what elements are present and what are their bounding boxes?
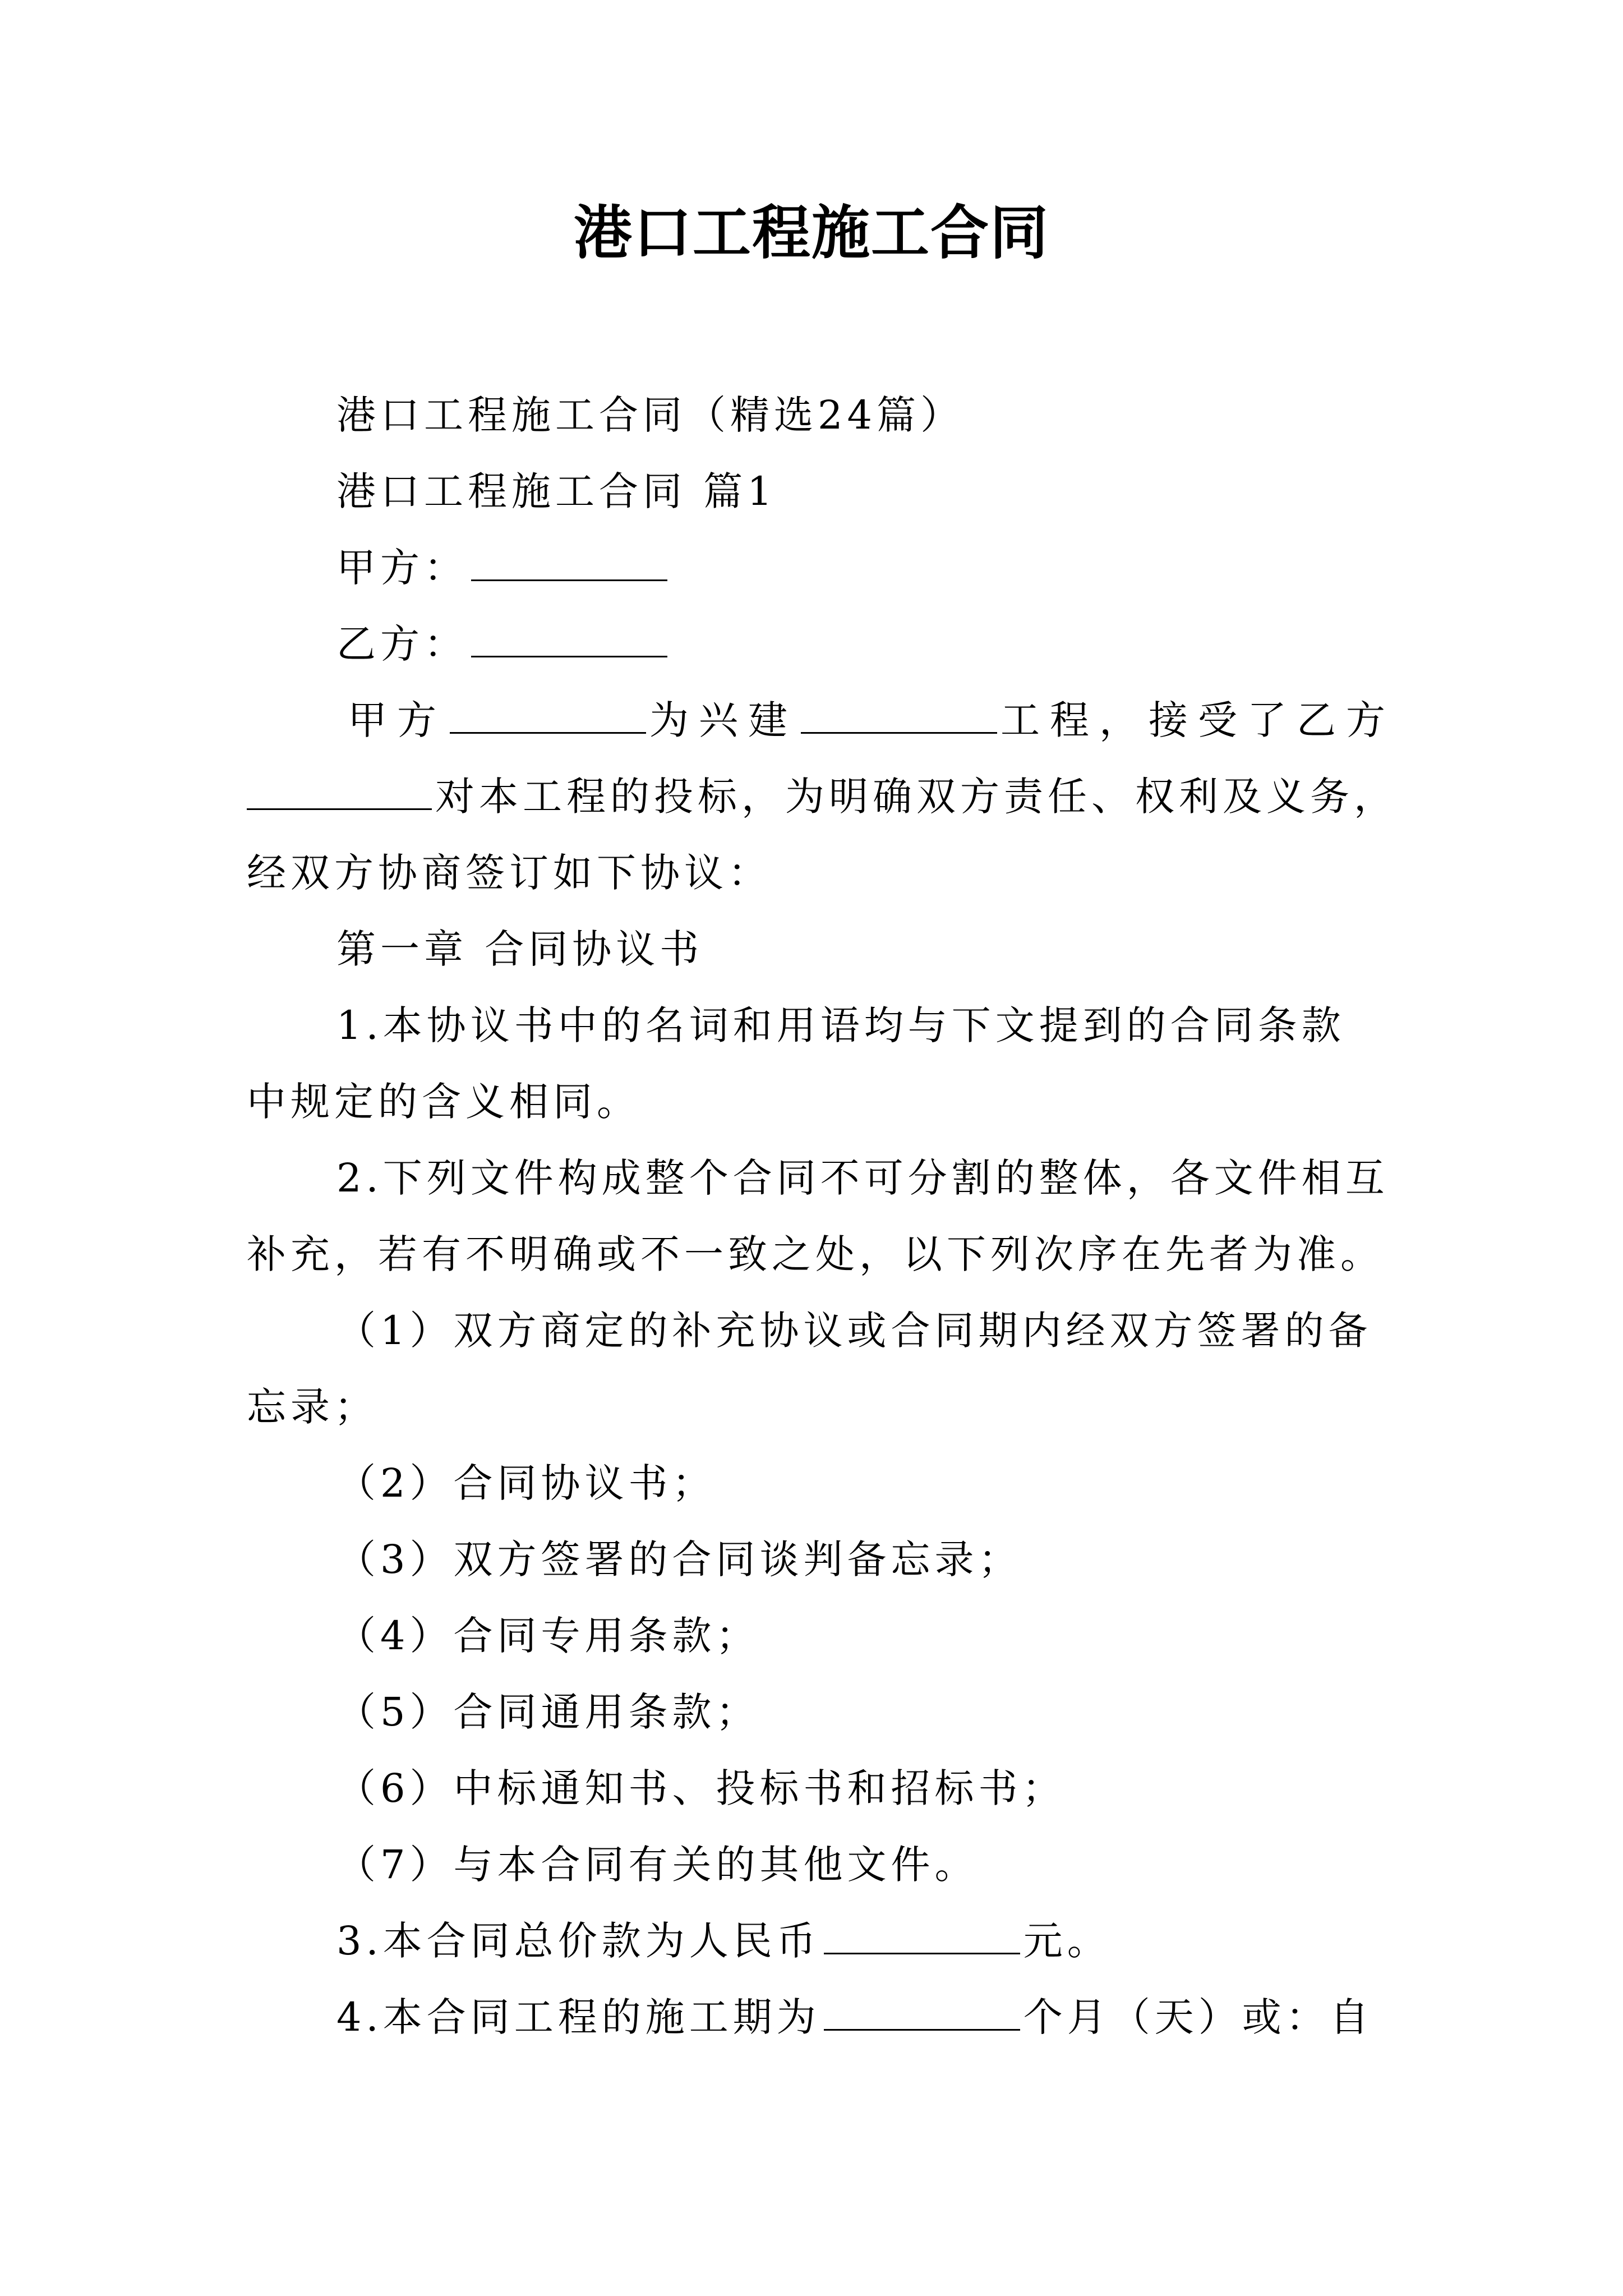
clause-4 bbox=[336, 1989, 1373, 2045]
intro-text-1c: 工程，接受了乙方 bbox=[1000, 697, 1395, 743]
item-6: （6）中标通知书、投标书和招标书； bbox=[336, 1765, 1066, 1811]
item-7: （7）与本合同有关的其他文件。 bbox=[336, 1842, 979, 1888]
clause-3-blank bbox=[824, 1918, 1020, 1954]
item-1-line-2: 忘录； bbox=[247, 1384, 378, 1430]
clause-1-line-2: 中规定的含义相同。 bbox=[247, 1079, 640, 1125]
intro-text-1a: 甲方 bbox=[348, 697, 446, 743]
intro-line-1 bbox=[348, 692, 1395, 748]
clause-4-text-a: 4.本合同工程的施工期为 bbox=[336, 1994, 820, 2040]
clause-3 bbox=[336, 1913, 1111, 1969]
item-5: （5）合同通用条款； bbox=[336, 1689, 760, 1735]
clause-1-line-1: 1.本协议书中的名词和用语均与下文提到的合同条款 bbox=[336, 1002, 1345, 1048]
section-heading: 港口工程施工合同 篇1 bbox=[336, 468, 777, 514]
intro-line-2 bbox=[247, 769, 1398, 825]
clause-4-blank bbox=[824, 1994, 1020, 2031]
party-a-blank bbox=[471, 545, 667, 581]
clause-2-line-1: 2.下列文件构成整个合同不可分割的整体，各文件相互 bbox=[336, 1155, 1389, 1201]
intro-line-3: 经双方协商签订如下协议： bbox=[247, 850, 772, 896]
clause-3-text-b: 元。 bbox=[1023, 1918, 1111, 1964]
party-b-line bbox=[336, 616, 671, 672]
subtitle: 港口工程施工合同（精选24篇） bbox=[336, 392, 965, 438]
clause-3-text-a: 3.本合同总价款为人民币 bbox=[336, 1918, 820, 1964]
item-2: （2）合同协议书； bbox=[336, 1460, 716, 1506]
intro-blank-1 bbox=[450, 697, 646, 734]
item-3: （3）双方签署的合同谈判备忘录； bbox=[336, 1536, 1022, 1582]
party-a-label: 甲方： bbox=[336, 545, 468, 591]
intro-text-2: 对本工程的投标，为明确双方责任、权利及义务， bbox=[435, 774, 1398, 820]
chapter-heading: 第一章 合同协议书 bbox=[336, 926, 704, 972]
party-b-blank bbox=[471, 621, 667, 657]
item-4: （4）合同专用条款； bbox=[336, 1613, 760, 1659]
party-b-label: 乙方： bbox=[336, 621, 468, 667]
intro-blank-2 bbox=[801, 697, 997, 734]
party-a-line bbox=[336, 540, 671, 596]
clause-4-text-b: 个月（天）或：自 bbox=[1023, 1994, 1373, 2040]
intro-blank-3 bbox=[247, 774, 432, 810]
document-title: 港口工程施工合同 bbox=[573, 198, 1049, 267]
item-1-line-1: （1）双方商定的补充协议或合同期内经双方签署的备 bbox=[336, 1308, 1372, 1354]
intro-text-1b: 为兴建 bbox=[649, 697, 797, 743]
clause-2-line-2: 补充，若有不明确或不一致之处，以下列次序在先者为准。 bbox=[247, 1231, 1384, 1277]
